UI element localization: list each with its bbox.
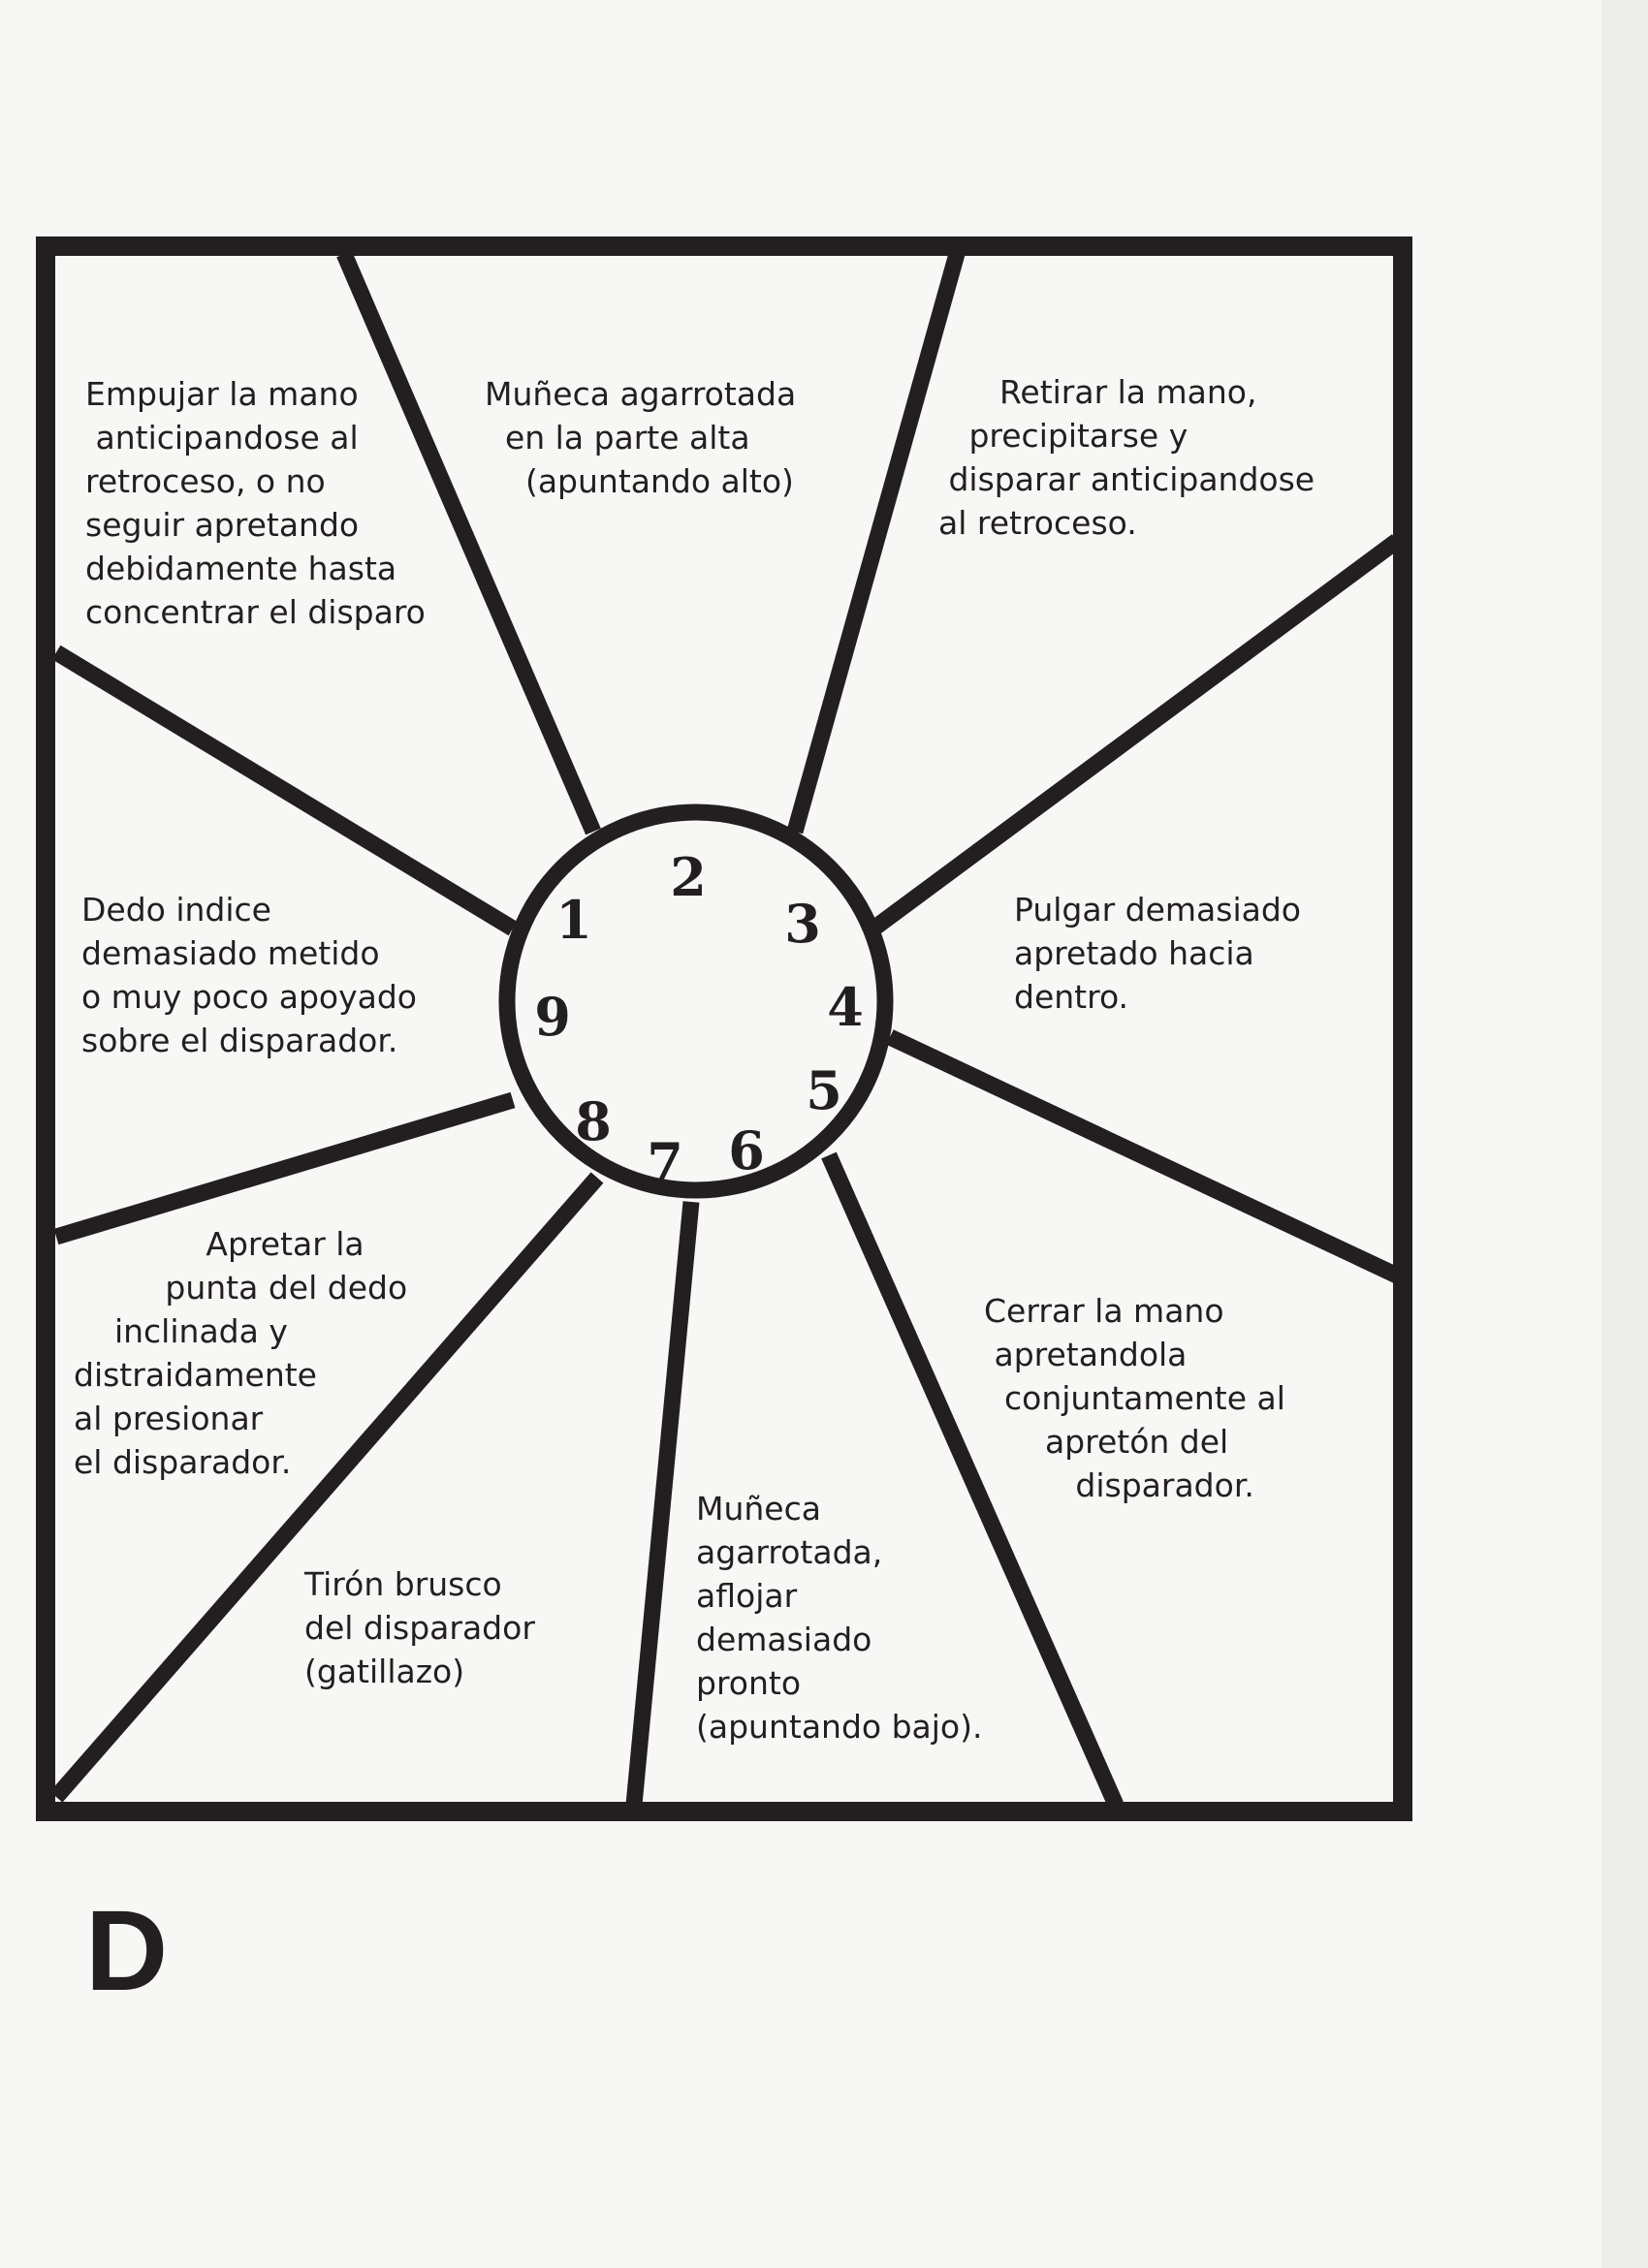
- divider-line: [795, 254, 957, 832]
- divider-line: [634, 1202, 691, 1805]
- center-number-5: 5: [806, 1059, 842, 1122]
- segment-label-bottom-right: Cerrar la mano apretandola conjuntamente al apretón del disparador.: [984, 1292, 1285, 1504]
- segment-label-top: Muñeca agarrotada en la parte alta (apuntando alto): [485, 375, 797, 500]
- center-number-8: 8: [575, 1090, 612, 1153]
- center-number-6: 6: [728, 1119, 765, 1182]
- divider-line: [56, 1100, 513, 1237]
- divider-line: [876, 541, 1397, 927]
- segment-label-bottom-left: Tirón brusco del disparador (gatillazo): [304, 1565, 535, 1690]
- center-number-1: 1: [555, 889, 592, 952]
- segment-label-left-lower: Apretar la punta del dedo inclinada y distraidamente al presionar el disparador.: [74, 1225, 408, 1481]
- center-number-7: 7: [647, 1131, 683, 1194]
- segment-label-right: Pulgar demasiado apretado hacia dentro.: [1014, 891, 1301, 1016]
- center-number-3: 3: [784, 893, 821, 956]
- segment-label-top-left: Empujar la mano anticipandose al retroceso, o no seguir apretando debidamente hasta concentrar el disparo: [85, 375, 426, 631]
- page-letter: D: [85, 1887, 169, 2015]
- segment-label-left: Dedo indice demasiado metido o muy poco apoyado sobre el disparador.: [81, 891, 417, 1059]
- divider-line: [890, 1037, 1397, 1276]
- segment-label-bottom: Muñeca agarrotada, aflojar demasiado pronto (apuntando bajo).: [696, 1490, 983, 1746]
- center-number-4: 4: [827, 976, 864, 1039]
- center-number-2: 2: [670, 846, 707, 909]
- center-number-9: 9: [534, 986, 571, 1049]
- segment-label-top-right: Retirar la mano, precipitarse y disparar anticipandose al retroceso.: [938, 373, 1315, 542]
